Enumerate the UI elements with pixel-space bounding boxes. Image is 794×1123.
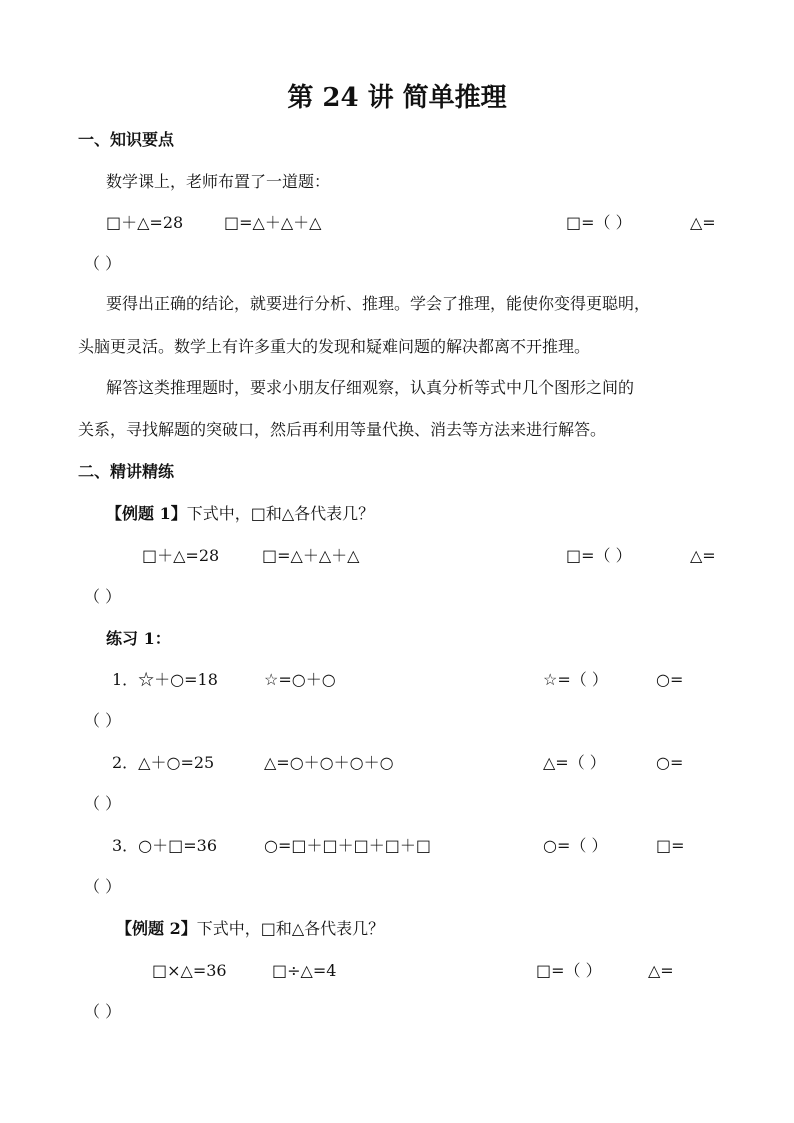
practice1-item2-answer-a: △=（ ）: [543, 753, 606, 772]
page-title: 第 24 讲 简单推理: [287, 83, 507, 113]
practice1-item1-answer-a: ☆=（ ）: [543, 670, 608, 689]
practice1-label: 练习 1：: [106, 629, 171, 648]
example1-prompt: [106, 502, 374, 526]
section-heading-practice: 二、精讲精练: [78, 462, 175, 481]
section-heading-knowledge: 一、知识要点: [78, 130, 175, 149]
practice1-item1-answer-label-b: ○=: [656, 670, 684, 689]
example2-answer-triangle: （ ）: [84, 1002, 122, 1021]
equation-right: □=△＋△＋△: [224, 213, 322, 232]
example1-answer-label-triangle: △=: [690, 546, 716, 565]
example2-answer-label-triangle: △=: [648, 961, 674, 980]
paragraph-reasoning-line2: 头脑更灵活。数学上有许多重大的发现和疑难问题的解决都离不开推理。: [78, 337, 591, 356]
practice1-item3-equation-left: 3．○＋□=36: [112, 836, 218, 855]
practice1-item2-answer-b: （ ）: [84, 794, 122, 813]
practice1-item2-equation-right: △=○＋○＋○＋○: [264, 753, 394, 772]
paragraph-method-line1: 解答这类推理题时，要求小朋友仔细观察，认真分析等式中几个图形之间的: [106, 378, 635, 397]
example2-label: 【例题 2】: [116, 919, 197, 938]
example1-equation-right: □=△＋△＋△: [262, 546, 360, 565]
example1-equation-left: □＋△=28: [142, 546, 220, 565]
equation-left: □＋△=28: [106, 213, 184, 232]
example2-equation-right: □÷△=4: [272, 961, 337, 980]
paragraph-reasoning-line1: 要得出正确的结论，就要进行分析、推理。学会了推理，能使你变得更聪明，: [106, 294, 651, 313]
practice1-item3-answer-b: （ ）: [84, 877, 122, 896]
example1-label: 【例题 1】: [106, 504, 187, 523]
practice1-item3-equation-right: ○=□＋□＋□＋□＋□: [264, 836, 431, 855]
answer-blank-square: □=（ ）: [566, 213, 632, 232]
practice1-item1-equation-right: ☆=○＋○: [264, 670, 336, 689]
practice1-item2-equation-left: 2．△＋○=25: [112, 753, 215, 772]
practice1-item3-answer-a: ○=（ ）: [543, 836, 608, 855]
example1-answer-triangle: （ ）: [84, 587, 122, 606]
answer-label-triangle: △=: [690, 213, 716, 232]
practice1-item2-answer-label-b: ○=: [656, 753, 684, 772]
practice1-item1-answer-b: （ ）: [84, 711, 122, 730]
example2-prompt: [116, 917, 384, 941]
example2-answer-square: □=（ ）: [536, 961, 602, 980]
intro-text: 数学课上，老师布置了一道题：: [106, 172, 331, 191]
example2-question: 下式中，□和△各代表几？: [196, 919, 385, 938]
practice1-item1-equation-left: 1．☆＋○=18: [112, 670, 218, 689]
example1-answer-square: □=（ ）: [566, 546, 632, 565]
paragraph-method-line2: 关系，寻找解题的突破口，然后再利用等量代换、消去等方法来进行解答。: [78, 420, 607, 439]
example1-question: 下式中，□和△各代表几？: [186, 504, 375, 523]
practice1-item3-answer-label-b: □=: [656, 836, 685, 855]
example2-equation-left: □×△=36: [152, 961, 227, 980]
answer-blank-triangle: （ ）: [84, 254, 122, 273]
